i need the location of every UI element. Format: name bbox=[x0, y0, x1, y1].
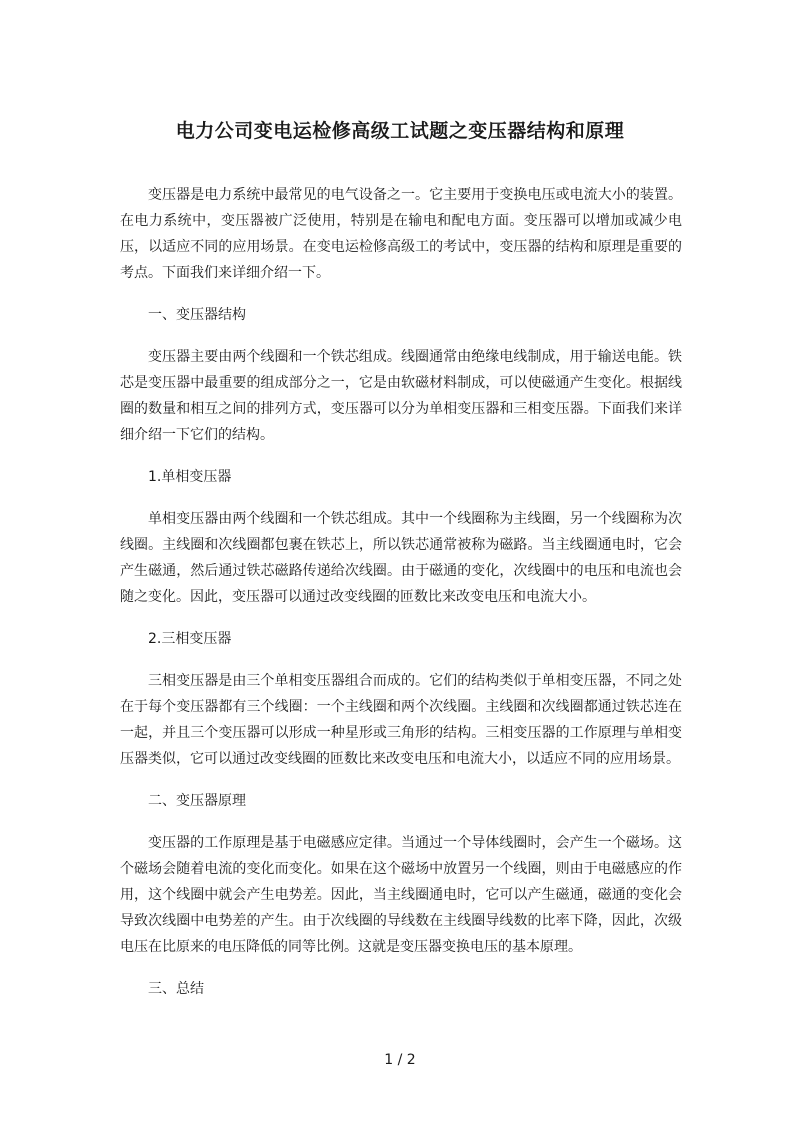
section-heading-structure: 一、变压器结构 bbox=[148, 307, 246, 323]
intro-paragraph: 变压器是电力系统中最常见的电气设备之一。它主要用于变换电压或电流大小的装置。在电力系统中，变压器被广泛使用，特别是在输电和配电方面。变压器可以增加或减少电压，以适应不同的应用场景。在变电运检修高级工的考试中，变压器的结构和原理是重要的考点。下面我们来详细介绍一下。 bbox=[120, 187, 682, 281]
document-body bbox=[120, 182, 682, 1018]
page-number: 1 / 2 bbox=[384, 1052, 416, 1068]
principle-paragraph: 变压器的工作原理是基于电磁感应定律。当通过一个导体线圈时，会产生一个磁场。这个磁场会随着电流的变化而变化。如果在这个磁场中放置另一个线圈，则由于电磁感应的作用，这个线圈中就会产生电势差。因此，当主线圈通电时，它可以产生磁通，磁通的变化会导致次线圈中电势差的产生。由于次线圈的导线数在主线圈导线数的比率下降，因此，次级电压在比原来的电压降低的同等比例。这就是变压器变换电压的基本原理。 bbox=[120, 835, 682, 955]
subheading-three-phase: 2.三相变压器 bbox=[148, 631, 232, 647]
section-heading-principle: 二、变压器原理 bbox=[148, 793, 246, 809]
three-phase-paragraph: 三相变压器是由三个单相变压器组合而成的。它们的结构类似于单相变压器，不同之处在于每个变压器都有三个线圈：一个主线圈和两个次线圈。主线圈和次线圈都通过铁芯连在一起，并且三个变压器可以形成一种星形或三角形的结构。三相变压器的工作原理与单相变压器类似，它可以通过改变线圈的匝数比来改变电压和电流大小，以适应不同的应用场景。 bbox=[120, 673, 682, 767]
structure-paragraph: 变压器主要由两个线圈和一个铁芯组成。线圈通常由绝缘电线制成，用于输送电能。铁芯是变压器中最重要的组成部分之一，它是由软磁材料制成，可以使磁通产生变化。根据线圈的数量和相互之间的排列方式，变压器可以分为单相变压器和三相变压器。下面我们来详细介绍一下它们的结构。 bbox=[120, 349, 682, 443]
section-heading-summary: 三、总结 bbox=[148, 981, 204, 997]
subheading-single-phase: 1.单相变压器 bbox=[148, 469, 232, 485]
single-phase-paragraph: 单相变压器由两个线圈和一个铁芯组成。其中一个线圈称为主线圈，另一个线圈称为次线圈。主线圈和次线圈都包裹在铁芯上，所以铁芯通常被称为磁路。当主线圈通电时，它会产生磁通，然后通过铁芯磁路传递给次线圈。由于磁通的变化，次线圈中的电压和电流也会随之变化。因此，变压器可以通过改变线圈的匝数比来改变电压和电流大小。 bbox=[120, 511, 682, 605]
document-title: 电力公司变电运检修高级工试题之变压器结构和原理 bbox=[175, 120, 625, 142]
